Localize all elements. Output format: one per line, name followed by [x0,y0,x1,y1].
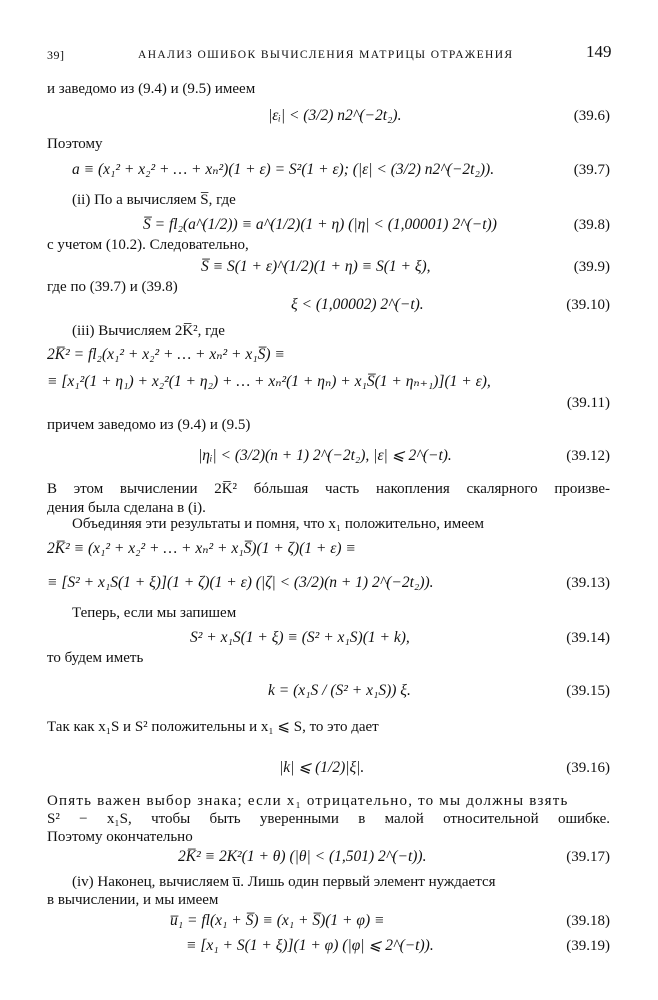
equation-number: (39.19) [566,938,610,954]
text-line: то будем иметь [47,650,144,666]
page-number: 149 [586,42,612,61]
equation: 2K̅² ≡ (x₁² + x₂² + … + xₙ² + x₁S̅)(1 + ζ)(1 + ε) ≡ [47,540,356,557]
equation: S² + x₁S(1 + ξ) ≡ (S² + x₁S)(1 + k), [190,629,410,646]
text-line: где по (39.7) и (39.8) [47,279,178,295]
text-line: Теперь, если мы запишем [72,605,237,621]
equation-number: (39.7) [573,162,610,178]
equation: S̅ = fl₂(a^(1/2)) ≡ a^(1/2)(1 + η) (|η| < (1,00001) 2^(−t)) [143,216,497,233]
equation-number: (39.8) [573,217,610,233]
equation: u̅₁ = fl(x₁ + S̅) ≡ (x₁ + S̅)(1 + φ) ≡ [170,912,385,929]
equation-number: (39.12) [566,448,610,464]
text-line: (iii) Вычисляем 2K̅², где [72,323,225,339]
text-line: Объединяя эти результаты и помня, что x₁ положительно, имеем [72,516,485,532]
text-line: причем заведомо из (9.4) и (9.5) [47,417,251,433]
equation: |ηᵢ| < (3/2)(n + 1) 2^(−2t₂), |ε| ⩽ 2^(−t). [198,447,452,464]
text-line: Поэтому окончательно [47,829,193,845]
header-title: АНАЛИЗ ОШИБОК ВЫЧИСЛЕНИЯ МАТРИЦЫ ОТРАЖЕНИЯ [138,49,514,61]
text-line: Опять важен выбор знака; если x₁ отрицательно, то мы должны взять [47,793,569,809]
equation: S̅ ≡ S(1 + ε)^(1/2)(1 + η) ≡ S(1 + ξ), [201,258,431,275]
equation-number: (39.15) [566,683,610,699]
equation: k = (x₁S / (S² + x₁S)) ξ. [268,682,411,699]
equation: a ≡ (x₁² + x₂² + … + xₙ²)(1 + ε) = S²(1 + ε); (|ε| < (3/2) n2^(−2t₂)). [72,161,495,178]
text-line: Так как x₁S и S² положительны и x₁ ⩽ S, то это дает [47,719,379,735]
equation-number: (39.10) [566,297,610,313]
equation: ≡ [S² + x₁S(1 + ξ)](1 + ζ)(1 + ε) (|ζ| < (3/2)(n + 1) 2^(−2t₂)). [47,574,434,591]
equation-number: (39.17) [566,849,610,865]
equation-number: (39.16) [566,760,610,776]
equation-number: (39.18) [566,913,610,929]
text-line: (ii) По a вычисляем S̅, где [72,192,236,208]
equation: ≡ [x₁ + S(1 + ξ)](1 + φ) (|φ| ⩽ 2^(−t)). [186,937,434,954]
text-line: и заведомо из (9.4) и (9.5) имеем [47,81,256,97]
text-line: (iv) Наконец, вычисляем u̅. Лишь один первый элемент нуждается [72,874,496,890]
equation: ξ < (1,00002) 2^(−t). [291,296,424,313]
text-line: S² − x₁S, чтобы быть уверенными в малой относительной ошибке. [47,811,610,827]
text-line: с учетом (10.2). Следовательно, [47,237,249,253]
equation-number: (39.11) [566,395,610,411]
equation-number: (39.6) [573,108,610,124]
equation: 2K̅² ≡ 2K²(1 + θ) (|θ| < (1,501) 2^(−t)). [178,848,427,865]
text-line: Поэтому [47,136,103,152]
equation: 2K̅² = fl₂(x₁² + x₂² + … + xₙ² + x₁S̅) ≡ [47,346,285,363]
equation: ≡ [x₁²(1 + η₁) + x₂²(1 + η₂) + … + xₙ²(1 + ηₙ) + x₁S̅(1 + ηₙ₊₁)](1 + ε), [47,373,491,390]
equation: |εᵢ| < (3/2) n2^(−2t₂). [268,107,402,124]
equation-number: (39.13) [566,575,610,591]
header-section: 39] [47,48,65,62]
equation: |k| ⩽ (1/2)|ξ|. [279,759,365,776]
equation-number: (39.14) [566,630,610,646]
text-line: дения была сделана в (i). [47,500,206,516]
equation-number: (39.9) [573,259,610,275]
text-line: в вычислении, и мы имеем [47,892,219,908]
text-line: В этом вычислении 2K̅² бóльшая часть накопления скалярного произве- [47,481,610,497]
